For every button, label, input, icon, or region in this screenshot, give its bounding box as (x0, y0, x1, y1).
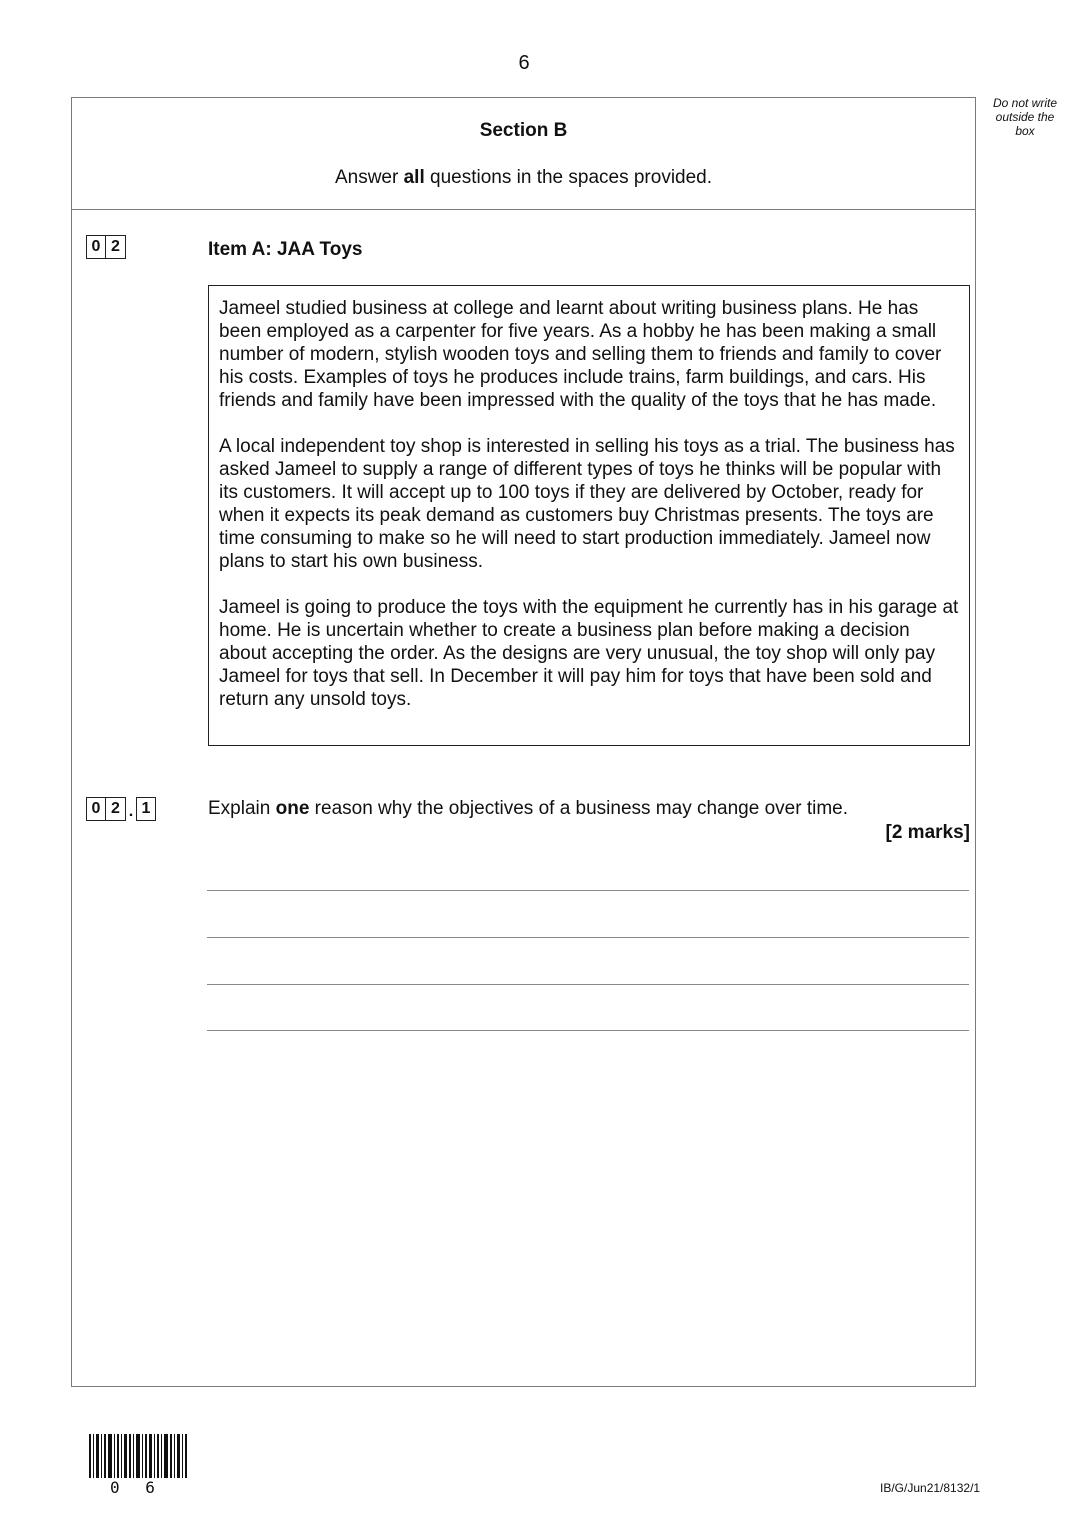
barcode-label: 0 6 (110, 1478, 163, 1497)
question-number-digit: 0 (86, 235, 106, 259)
item-heading: Item A: JAA Toys (208, 239, 363, 260)
answer-line[interactable] (207, 937, 969, 938)
margin-note: Do not write outside the box (992, 96, 1058, 138)
subquestion-number-digit: 0 (86, 797, 106, 821)
page-number: 6 (518, 52, 530, 74)
subquestion-number-dot: . (128, 803, 134, 820)
section-title: Section B (479, 120, 568, 141)
answer-line[interactable] (207, 890, 969, 891)
question-number-digit: 2 (106, 235, 126, 259)
case-paragraph: A local independent toy shop is interested in selling his toys as a trial. The business has asked Jameel to supply a range of different types of toys he thinks will be popular with its customers. It will accept up to 100 toys if they are delivered by October, ready for when it expects its peak demand as customers buy Christmas presents. The toys are time consuming to make so he will need to start production immediately. Jameel now plans to start his own business. (219, 436, 955, 572)
instruction-text-end: questions in the spaces provided. (424, 167, 713, 188)
subquestion-number-digit: 2 (106, 797, 126, 821)
subquestion-text-end: reason why the objectives of a business may change over time. (309, 798, 849, 819)
instruction-text-start: Answer (334, 167, 404, 188)
question-number (86, 235, 126, 259)
subquestion-text-start: Explain (208, 798, 276, 819)
answer-line[interactable] (207, 1030, 969, 1031)
section-instruction (71, 167, 976, 189)
marks-label: [2 marks] (885, 822, 970, 843)
subquestion-text (208, 798, 848, 820)
header-divider (71, 209, 976, 210)
case-paragraph: Jameel studied business at college and learnt about writing business plans. He has been employed as a carpenter for five years. As a hobby he has been making a small number of modern, stylish wooden toys and selling them to friends and family to cover his costs. Examples of toys he produces include trains, farm buildings, and cars. His friends and family have been impressed with the quality of the toys that he has made. (219, 298, 942, 411)
barcode (89, 1434, 189, 1478)
case-study-box (208, 285, 970, 746)
answer-line[interactable] (207, 984, 969, 985)
instruction-emphasis: all (403, 167, 425, 188)
footer-reference: IB/G/Jun21/8132/1 (880, 1481, 981, 1495)
case-paragraph: Jameel is going to produce the toys with the equipment he currently has in his garage at home. He is uncertain whether to create a business plan before making a decision about accepting the order. As the designs are very unusual, the toy shop will only pay Jameel for toys that sell. In December it will pay him for toys that have been sold and return any unsold toys. (219, 597, 959, 710)
subquestion-emphasis: one (275, 798, 310, 819)
subquestion-number (86, 797, 156, 821)
subquestion-number-digit: 1 (136, 797, 156, 821)
